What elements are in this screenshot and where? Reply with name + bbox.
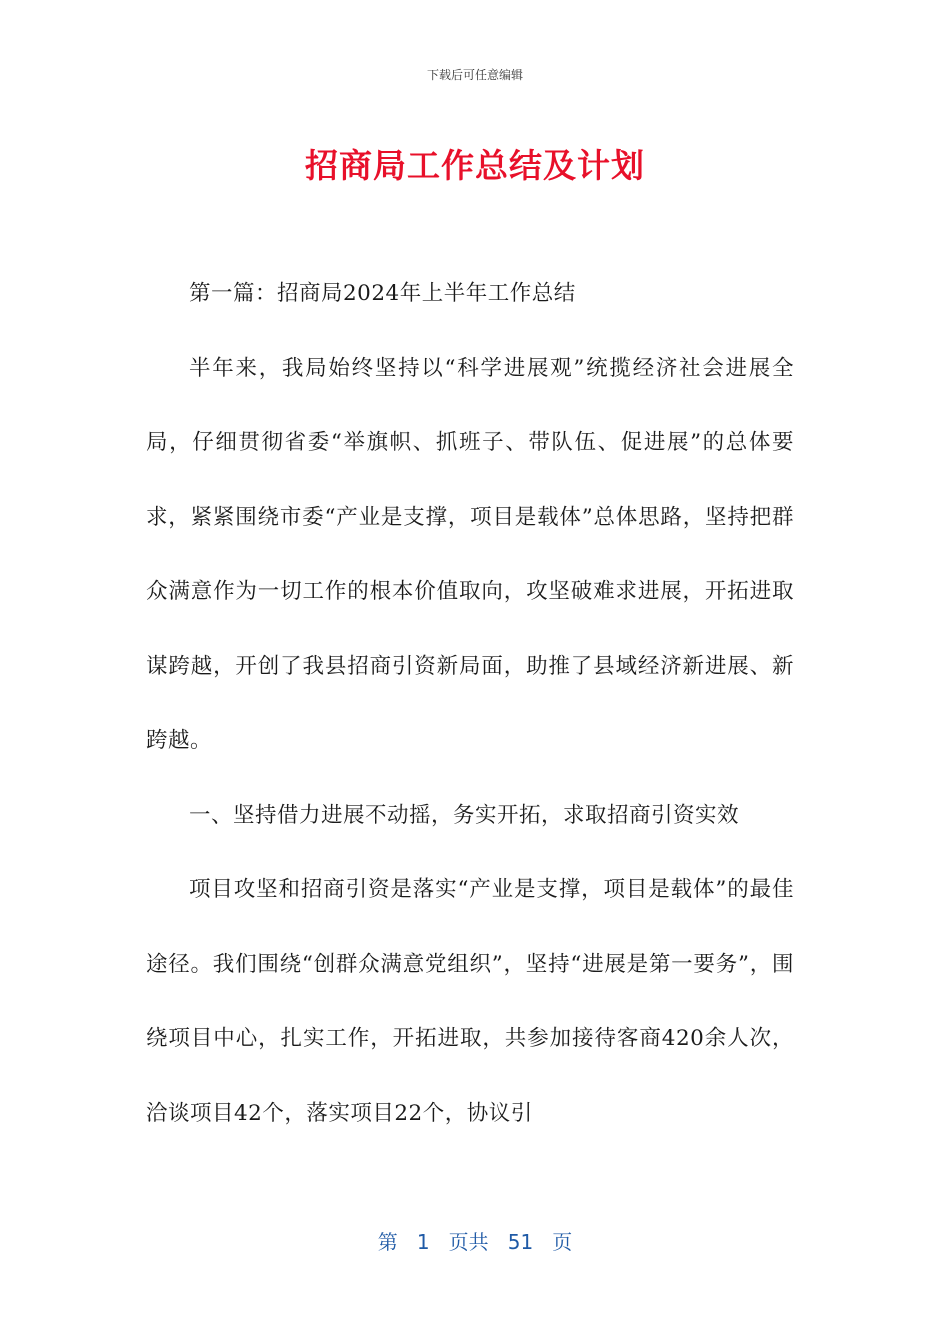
footer-total-pages: 51 bbox=[507, 1230, 534, 1254]
footer-prefix: 第 bbox=[377, 1230, 398, 1254]
page-footer bbox=[0, 1226, 950, 1255]
paragraph-intro: 半年来，我局始终坚持以“科学进展观”统揽经济社会进展全局，仔细贯彻省委“举旗帜、抓班子、带队伍、促进展”的总体要求，紧紧围绕市委“产业是支撑，项目是载体”总体思路，坚持把群众满意作为一切工作的根本价值取向，攻坚破难求进展，开拓进取谋跨越，开创了我县招商引资新局面，助推了县域经济新进展、新跨越。 bbox=[146, 355, 794, 753]
paragraph-subheading: 一、坚持借力进展不动摇，务实开拓，求取招商引资实效 bbox=[189, 802, 740, 828]
footer-suffix: 页 bbox=[552, 1230, 573, 1254]
footer-middle: 页共 bbox=[448, 1230, 489, 1254]
header-note: 下载后可任意编辑 bbox=[426, 68, 523, 82]
footer-page-number: 1 bbox=[416, 1230, 430, 1254]
paragraph-projects: 项目攻坚和招商引资是落实“产业是支撑，项目是载体”的最佳途径。我们围绕“创群众满意党组织”，坚持“进展是第一要务”，围绕项目中心，扎实工作，开拓进取，共参加接待客商420余人次，洽谈项目42个，落实项目22个，协议引 bbox=[146, 877, 794, 1126]
document-title: 招商局工作总结及计划 bbox=[305, 146, 645, 185]
paragraph-section-heading: 第一篇：招商局2024年上半年工作总结 bbox=[189, 281, 576, 306]
document-body bbox=[146, 257, 794, 1151]
